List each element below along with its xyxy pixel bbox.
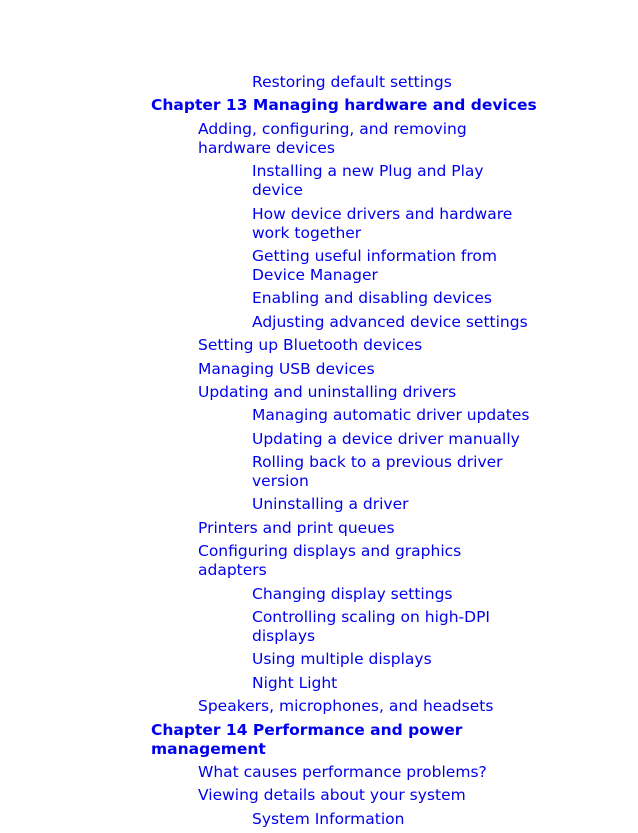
toc-entry-changing-display-settings[interactable]: Changing display settings [252,584,453,603]
toc-entry-device-manager-info[interactable]: Getting useful information from Device Manager [252,246,498,284]
toc-entry-device-drivers-hardware[interactable]: How device drivers and hardware work together [252,204,513,242]
toc-entry-uninstalling-driver[interactable]: Uninstalling a driver [252,495,409,514]
toc-entry-system-information[interactable]: System Information [252,809,405,828]
toc-entry-usb[interactable]: Managing USB devices [198,359,375,378]
toc-entry-performance-problems[interactable]: What causes performance problems? [198,762,487,781]
toc-entry-updating-driver-manually[interactable]: Updating a device driver manually [252,429,520,448]
toc-entry-rolling-back-driver[interactable]: Rolling back to a previous driver version [252,453,503,491]
toc-entry-restoring-default-settings[interactable]: Restoring default settings [252,73,452,91]
toc-entry-multiple-displays[interactable]: Using multiple displays [252,650,432,669]
toc-entry-displays-graphics[interactable]: Configuring displays and graphics adapters [198,542,462,580]
toc-entry-updating-uninstalling-drivers[interactable]: Updating and uninstalling drivers [198,382,457,401]
toc-entry-viewing-system-details[interactable]: Viewing details about your system [198,786,466,805]
toc-entry-adding-configuring-removing[interactable]: Adding, configuring, and removing hardware devices [198,119,467,157]
toc-entry-advanced-device-settings[interactable]: Adjusting advanced device settings [252,312,528,331]
table-of-contents [0,73,638,833]
toc-entry-enabling-disabling[interactable]: Enabling and disabling devices [252,289,492,308]
toc-entry-speakers-microphones[interactable]: Speakers, microphones, and headsets [198,697,494,716]
toc-entry-printers[interactable]: Printers and print queues [198,518,395,537]
toc-entry-bluetooth[interactable]: Setting up Bluetooth devices [198,336,423,355]
toc-entry-night-light[interactable]: Night Light [252,673,338,692]
toc-chapter-14[interactable]: Chapter 14 Performance and power management [151,720,463,758]
toc-chapter-13[interactable]: Chapter 13 Managing hardware and devices [151,96,537,115]
toc-entry-scaling-high-dpi[interactable]: Controlling scaling on high-DPI displays [252,608,491,646]
toc-entry-installing-plug-and-play[interactable]: Installing a new Plug and Play device [252,162,484,200]
toc-entry-automatic-driver-updates[interactable]: Managing automatic driver updates [252,406,530,425]
